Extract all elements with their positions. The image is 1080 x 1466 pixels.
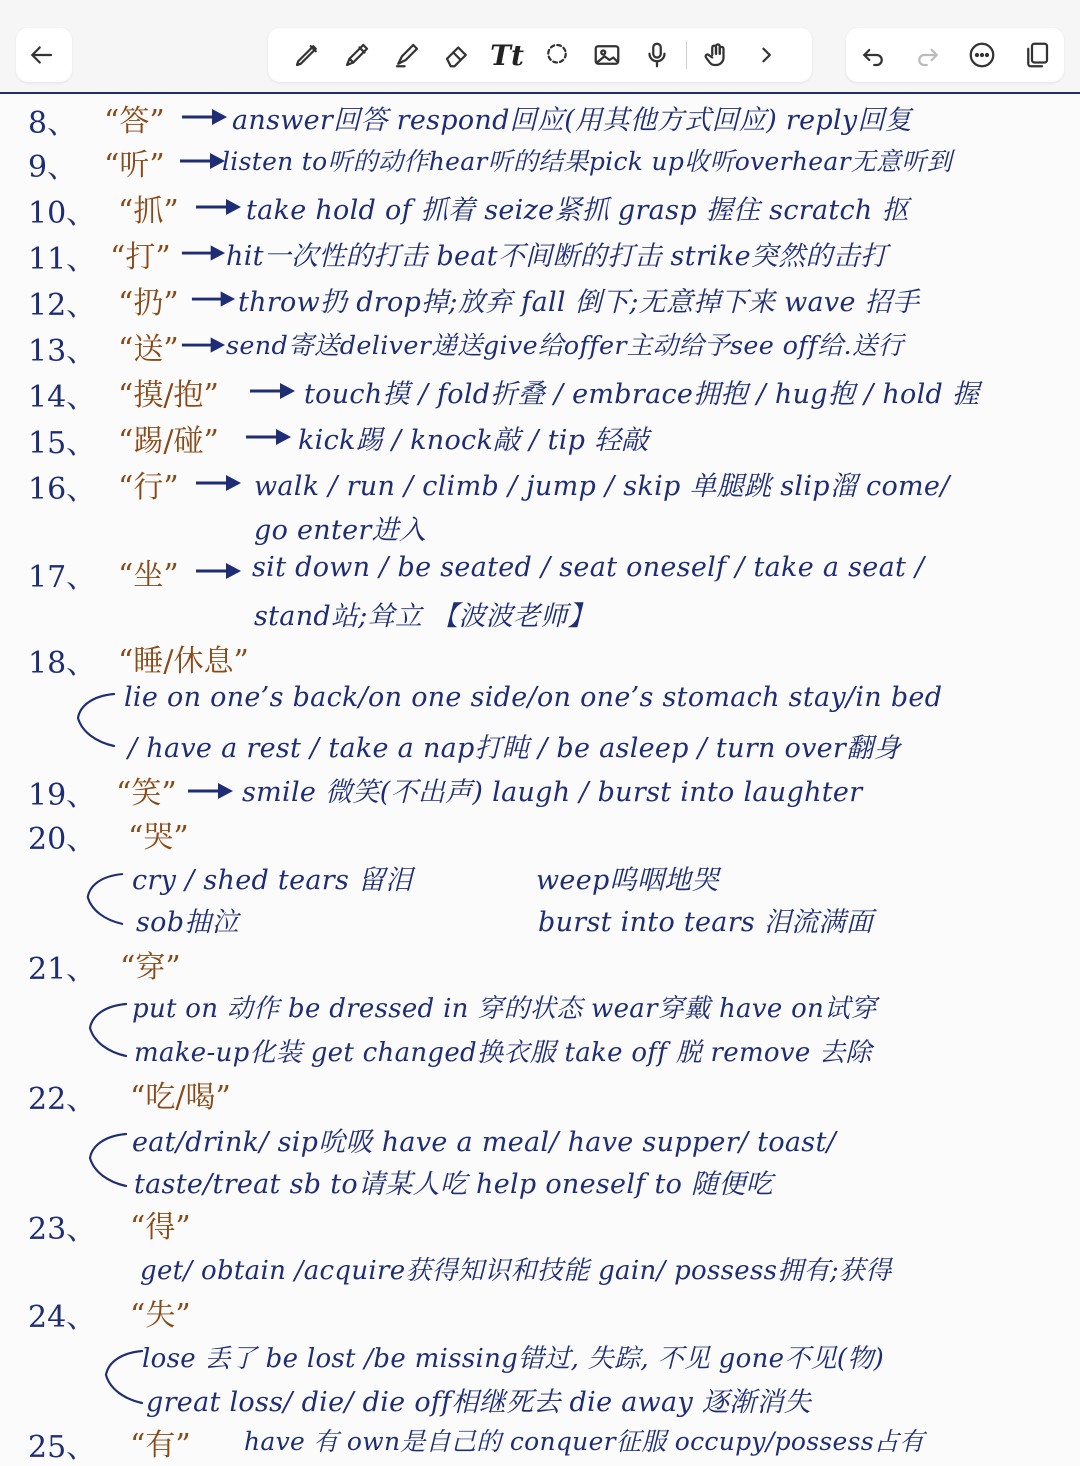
note-canvas[interactable] [0, 92, 1080, 1465]
entry-keyword: “扔” [118, 286, 179, 321]
brace-icon [82, 868, 126, 930]
pen-icon[interactable] [282, 30, 332, 80]
entry-line: lie on one’s back/on one side/on one’s stomach stay/in bed [124, 682, 943, 713]
undo-icon[interactable] [848, 30, 898, 80]
arrow-icon [244, 422, 292, 452]
entry-line: hit一次性的打击 beat不间断的打击 strike突然的击打 [226, 241, 888, 272]
entry-number: 24、 [28, 1300, 97, 1335]
entry-number: 25、 [28, 1430, 97, 1465]
entry-line: throw扔 drop掉;放弃 fall 倒下;无意掉下来 wave 招手 [238, 287, 920, 318]
entry-line: stand站;耸立 【波波老师】 [254, 601, 595, 632]
entry-number: 18、 [28, 646, 97, 681]
hand-touch-icon[interactable] [691, 30, 741, 80]
entry-line: sit down / be seated / seat oneself / take a seat / [252, 552, 925, 583]
microphone-icon[interactable] [632, 30, 682, 80]
arrow-icon [180, 238, 226, 268]
entry-keyword: “打” [110, 240, 171, 275]
entry-keyword: “睡/休息” [118, 644, 249, 679]
text-tool-glyph: Tt [490, 38, 524, 72]
entry-keyword: “穿” [120, 950, 181, 985]
entry-line: cry / shed tears 留泪 [132, 865, 413, 896]
entry-number: 19、 [28, 778, 97, 813]
entry-line: walk / run / climb / jump / skip 单腿跳 slip溜 come/ [254, 471, 950, 502]
entry-line: get/ obtain /acquire获得知识和技能 gain/ possess拥有;获得 [140, 1256, 892, 1286]
entry-line: answer回答 respond回应(用其他方式回应) reply回复 [232, 105, 913, 136]
brace-icon [84, 1128, 130, 1192]
back-group [16, 28, 72, 82]
arrow-icon [186, 776, 234, 806]
image-icon[interactable] [582, 30, 632, 80]
arrow-icon [180, 102, 228, 132]
entry-keyword: “哭” [128, 820, 189, 855]
redo-icon[interactable] [903, 30, 953, 80]
entry-keyword: “答” [104, 104, 165, 139]
entry-line: lose 丢了 be lost /be missing错过, 失踪, 不见 gone不见(物) [142, 1344, 885, 1374]
entry-number: 12、 [28, 288, 97, 323]
brace-icon [100, 1344, 146, 1410]
toolbar [0, 0, 1080, 94]
entry-number: 14、 [28, 380, 97, 415]
entry-line: taste/treat sb to请某人吃 help oneself to 随便吃 [134, 1169, 773, 1200]
entry-keyword: “失” [130, 1298, 191, 1333]
entry-line: go enter进入 [254, 515, 427, 546]
highlighter-icon[interactable] [382, 30, 432, 80]
arrow-icon [194, 192, 242, 222]
entry-keyword: “笑” [116, 776, 177, 811]
entry-number: 22、 [28, 1082, 97, 1117]
entry-line: eat/drink/ sip吮吸 have a meal/ have supper/ toast/ [132, 1127, 836, 1158]
arrow-icon [180, 330, 226, 360]
entry-line: burst into tears 泪流满面 [538, 907, 874, 938]
back-arrow-icon[interactable] [16, 30, 66, 80]
entry-keyword: “行” [118, 470, 179, 505]
text-tool-icon[interactable] [482, 30, 532, 80]
entry-number: 10、 [28, 196, 97, 231]
arrow-icon [248, 376, 296, 406]
history-group [846, 28, 1064, 82]
brace-icon [84, 998, 130, 1062]
entry-keyword: “吃/喝” [130, 1080, 231, 1115]
brace-icon [72, 688, 118, 752]
entry-line: put on 动作 be dressed in 穿的状态 wear穿戴 have on试穿 [132, 994, 877, 1024]
entry-number: 13、 [28, 334, 97, 369]
entry-line: send寄送deliver递送give给offer主动给予see off给.送行 [226, 331, 904, 361]
entry-number: 20、 [28, 822, 97, 857]
eraser-icon[interactable] [432, 30, 482, 80]
entry-keyword: “坐” [118, 558, 179, 593]
entry-number: 21、 [28, 952, 97, 987]
entry-number: 17、 [28, 560, 97, 595]
entry-line: touch摸 / fold折叠 / embrace拥抱 / hug抱 / hold 握 [304, 379, 980, 410]
entry-keyword: “踢/碰” [118, 424, 219, 459]
pencil-icon[interactable] [332, 30, 382, 80]
entry-keyword: “摸/抱” [118, 378, 219, 413]
entry-line: / have a rest / take a nap打盹 / be asleep / turn over翻身 [128, 733, 901, 764]
toolbar-divider [686, 41, 687, 69]
lasso-icon[interactable] [532, 30, 582, 80]
entry-line: listen to听的动作hear听的结果pick up收听overhear无意听到 [222, 147, 953, 176]
more-options-icon[interactable] [957, 30, 1007, 80]
entry-line: smile 微笑(不出声) laugh / burst into laughter [242, 777, 863, 808]
entry-line: make-up化装 get changed换衣服 take off 脱 remove 去除 [134, 1038, 872, 1068]
pages-icon[interactable] [1012, 30, 1062, 80]
entry-keyword: “抓” [118, 194, 179, 229]
entry-number: 16、 [28, 472, 97, 507]
entry-line: weep呜咽地哭 [536, 865, 719, 896]
entry-keyword: “有” [130, 1428, 191, 1463]
arrow-icon [194, 468, 242, 498]
entry-number: 8、 [28, 106, 78, 141]
arrow-icon [190, 284, 236, 314]
entry-keyword: “送” [118, 332, 179, 367]
entry-line: great loss/ die/ die off相继死去 die away 逐渐消失 [146, 1387, 812, 1418]
tools-group [268, 28, 812, 82]
entry-line: have 有 own是自己的 conquer征服 occupy/possess占有 [244, 1427, 925, 1456]
entry-line: sob抽泣 [136, 907, 239, 938]
entry-line: kick踢 / knock敲 / tip 轻敲 [298, 425, 649, 456]
entry-keyword: “得” [130, 1210, 191, 1245]
entry-line: take hold of 抓着 seize紧抓 grasp 握住 scratch 抠 [246, 195, 909, 226]
entry-number: 15、 [28, 426, 97, 461]
entry-number: 23、 [28, 1212, 97, 1247]
entry-number: 9、 [28, 150, 78, 185]
entry-number: 11、 [28, 242, 97, 277]
arrow-icon [194, 556, 242, 586]
arrow-icon [178, 146, 226, 176]
entry-keyword: “听” [104, 148, 165, 183]
chevron-right-icon[interactable] [741, 30, 791, 80]
